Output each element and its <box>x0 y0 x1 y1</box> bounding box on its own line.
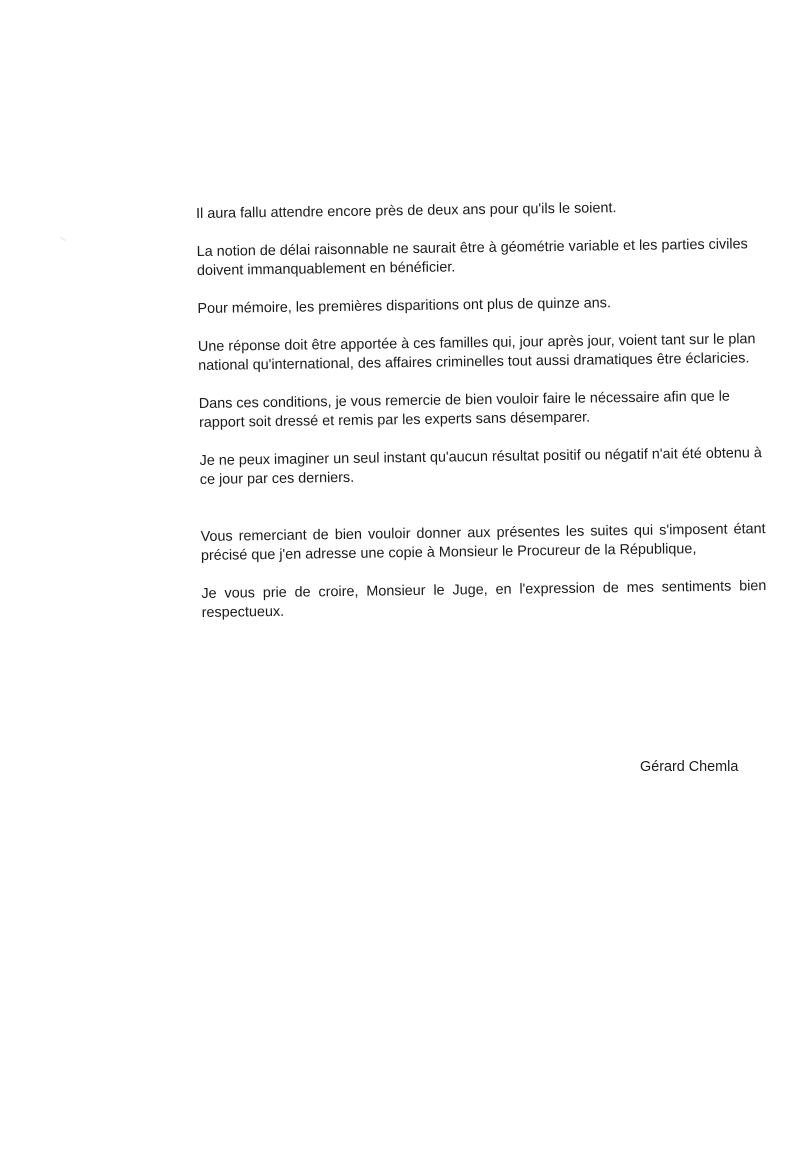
paragraph-3: Pour mémoire, les premières disparitions ont plus de quinze ans. <box>197 295 612 317</box>
scan-artifact <box>60 236 66 241</box>
signature-name: Gérard Chemla <box>640 759 739 775</box>
paragraph-7: Vous remerciant de bien vouloir donner aux présentes les suites qui s'imposent étant précisé que j'en adresse une copie à Monsieur le Procureur de la République, <box>200 521 766 564</box>
paragraph-4: Une réponse doit être apportée à ces familles qui, jour après jour, voient tant sur le plan national qu'international, des affaires criminelles tout aussi dramatiques être éclaricies. <box>197 331 756 374</box>
paragraph-1: Il aura fallu attendre encore près de deux ans pour qu'ils le soient. <box>196 200 617 222</box>
letter-body <box>196 197 767 623</box>
paragraph-8: Je vous prie de croire, Monsieur le Juge, en l'expression de mes sentiments bien respectueux. <box>201 578 767 621</box>
paragraph-5: Dans ces conditions, je vous remercie de bien vouloir faire le nécessaire afin que le rapport soit dressé et remis par les experts sans désemparer. <box>198 388 730 431</box>
paragraph-6: Je ne peux imaginer un seul instant qu'aucun résultat positif ou négatif n'ait été obtenu à ce jour par ces derniers. <box>199 445 762 488</box>
paragraph-2: La notion de délai raisonnable ne saurait être à géométrie variable et les parties civiles doivent immanquablement en bénéficier. <box>196 236 748 279</box>
